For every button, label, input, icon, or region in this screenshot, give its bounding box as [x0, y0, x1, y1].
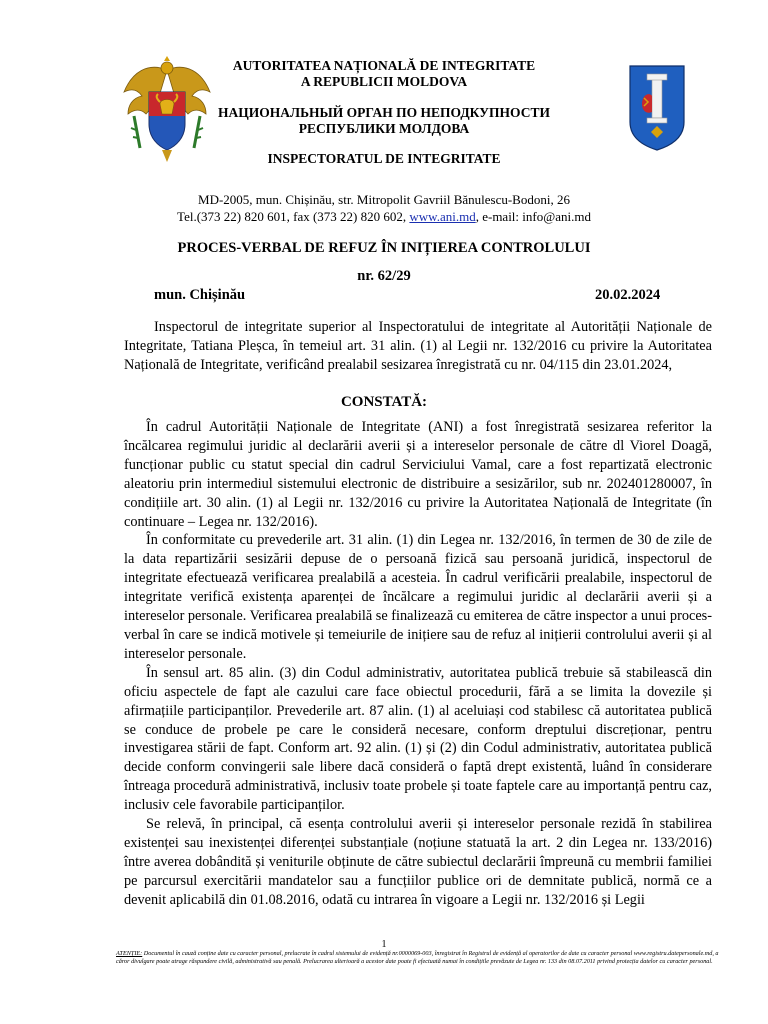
paragraph: În conformitate cu prevederile art. 31 alin. (1) din Legea nr. 132/2016, în termen de 30 de zile de la data repartizării sesizării depuse de o persoană fizică sau persoană juridică, inspectorul de integritate efectuează verificarea prealabilă a acesteia. În cadrul verificării prealabile, inspectorul de integritate verifică existența aparenței de încălcare a regimului juridic al declarării averii și a intereselor personale. Verificarea prealabilă se finalizează cu emiterea de către inspector a unui proces-verbal în care se indică motivele și temeiurile de inițiere sau de refuz al inițierii controlului averii și al intereselor personale.: [124, 532, 712, 662]
authority-name-ru-line-1: НАЦИОНАЛЬНЫЙ ОРГАН ПО НЕПОДКУПНОСТИ: [218, 105, 550, 120]
authority-name-ro: [200, 58, 568, 90]
notice-text: Documentul în cauză conține date cu caracter personal, prelucrate în cadrul sistemului de evidență nr.0000069-003, înregistrat în Registrul de evidență al operatorilor de date cu caracter personal www.registru.datepersonale.md, a căror divulgare poate atrage răspundere civilă, administrativă sau penală. Prelucrarea ulterioară a acestor date poate fi efectuată numai în condițiile prevăzute de Legea nr. 133 din 08.07.2011 privind protecția datelor cu caracter personal.: [116, 950, 719, 966]
contact-line: [150, 208, 618, 225]
paragraph: În sensul art. 85 alin. (3) din Codul administrativ, autoritatea publică trebuie să stabilească din oficiu aspectele de fapt ale cazului care face obiectul procedurii, fără a se limita la dovezile și afirmațiile participanților. Prevederile art. 87 alin. (1) al aceluiași cod stabilesc că autoritatea publică se conduce de probele pe care le consideră necesare, conform dreptului discreționar, pentru investigarea stării de fapt. Conform art. 92 alin. (1) și (2) din Codul administrativ, autoritatea publică decide conform convingerii sale libere dacă consideră o faptă drept existentă, luând în considerare întreaga procedură administrativă, inclusiv toate probele și toate faptele care au importanță pentru caz, inclusiv cele favorabile participanților.: [124, 664, 712, 814]
document-date: 20.02.2024: [595, 287, 661, 303]
paragraph: În cadrul Autorității Naționale de Integritate (ANI) a fost înregistrată sesizarea referitor la încălcarea regimului juridic al declarării averii și a intereselor personale de către dl Viorel Doagă, funcționar public cu statut special din cadrul Serviciului Vamal, care a fost repartizată electronic aleatoriu prin intermediul sistemului electronic de distribuire a sesizărilor, sub nr. 202401280007, în condițiile art. 30 alin. (1) al Legii nr. 132/2016 cu privire la Autoritatea Națională de Integritate (în continuare – Legea nr. 132/2016).: [124, 419, 712, 530]
authority-name-line-1: AUTORITATEA NAȚIONALĂ DE INTEGRITATE: [232, 58, 536, 73]
chisinau-shield-icon: [628, 64, 686, 152]
email: , e-mail: info@ani.md: [475, 209, 591, 224]
contact-block: [150, 191, 618, 225]
page-number: 1: [381, 939, 387, 950]
authority-name-line-2: A REPUBLICII MOLDOVA: [300, 74, 468, 89]
inspectorate-name: INSPECTORATUL DE INTEGRITATE: [267, 151, 501, 166]
authority-name-ru: [200, 105, 568, 137]
document-place: mun. Chișinău: [154, 287, 246, 303]
authority-name-ru-line-2: РЕСПУБЛИКИ МОЛДОВА: [298, 121, 470, 136]
notice-label: ATENȚIE:: [116, 950, 143, 957]
document-number: nr. 62/29: [357, 268, 411, 284]
paragraph: Se relevă, în principal, că esența controlului averii și intereselor personale rezidă în stabilirea existenței sau inexistenței diferenței substanțiale (noțiune statuată la art. 2 din Legea nr. 133/2016) între averea dobândită și veniturile obținute de către subiectul declarării împreună cu membrii familiei pe parcursul exercitării mandatelor sau a funcțiilor publice ori de demnitate publică, normă ce a devenit aplicabilă din 01.08.2016, odată cu intrarea în vigoare a Legii nr. 132/2016 și Legii: [124, 816, 712, 908]
website-link[interactable]: www.ani.md: [409, 209, 476, 224]
section-heading: CONSTATĂ:: [340, 394, 428, 410]
intro-paragraph: Inspectorul de integritate superior al Inspectoratului de integritate al Autorității Naționale de Integritate, Tatiana Pleșca, în temeiul art. 31 alin. (1) al Legii nr. 132/2016 cu privire la Autoritatea Națională de Integritate, verificând prealabil sesizarea înregistrată cu nr. 04/115 din 23.01.2024,: [124, 319, 712, 373]
body-paragraphs: [124, 418, 712, 910]
document-title: PROCES-VERBAL DE REFUZ ÎN INIȚIEREA CONTROLULUI: [177, 240, 591, 256]
postal-address: MD-2005, mun. Chișinău, str. Mitropolit Gavriil Bănulescu-Bodoni, 26: [198, 192, 570, 207]
privacy-notice: [116, 950, 720, 967]
phone-fax: Tel.(373 22) 820 601, fax (373 22) 820 602,: [177, 209, 410, 224]
